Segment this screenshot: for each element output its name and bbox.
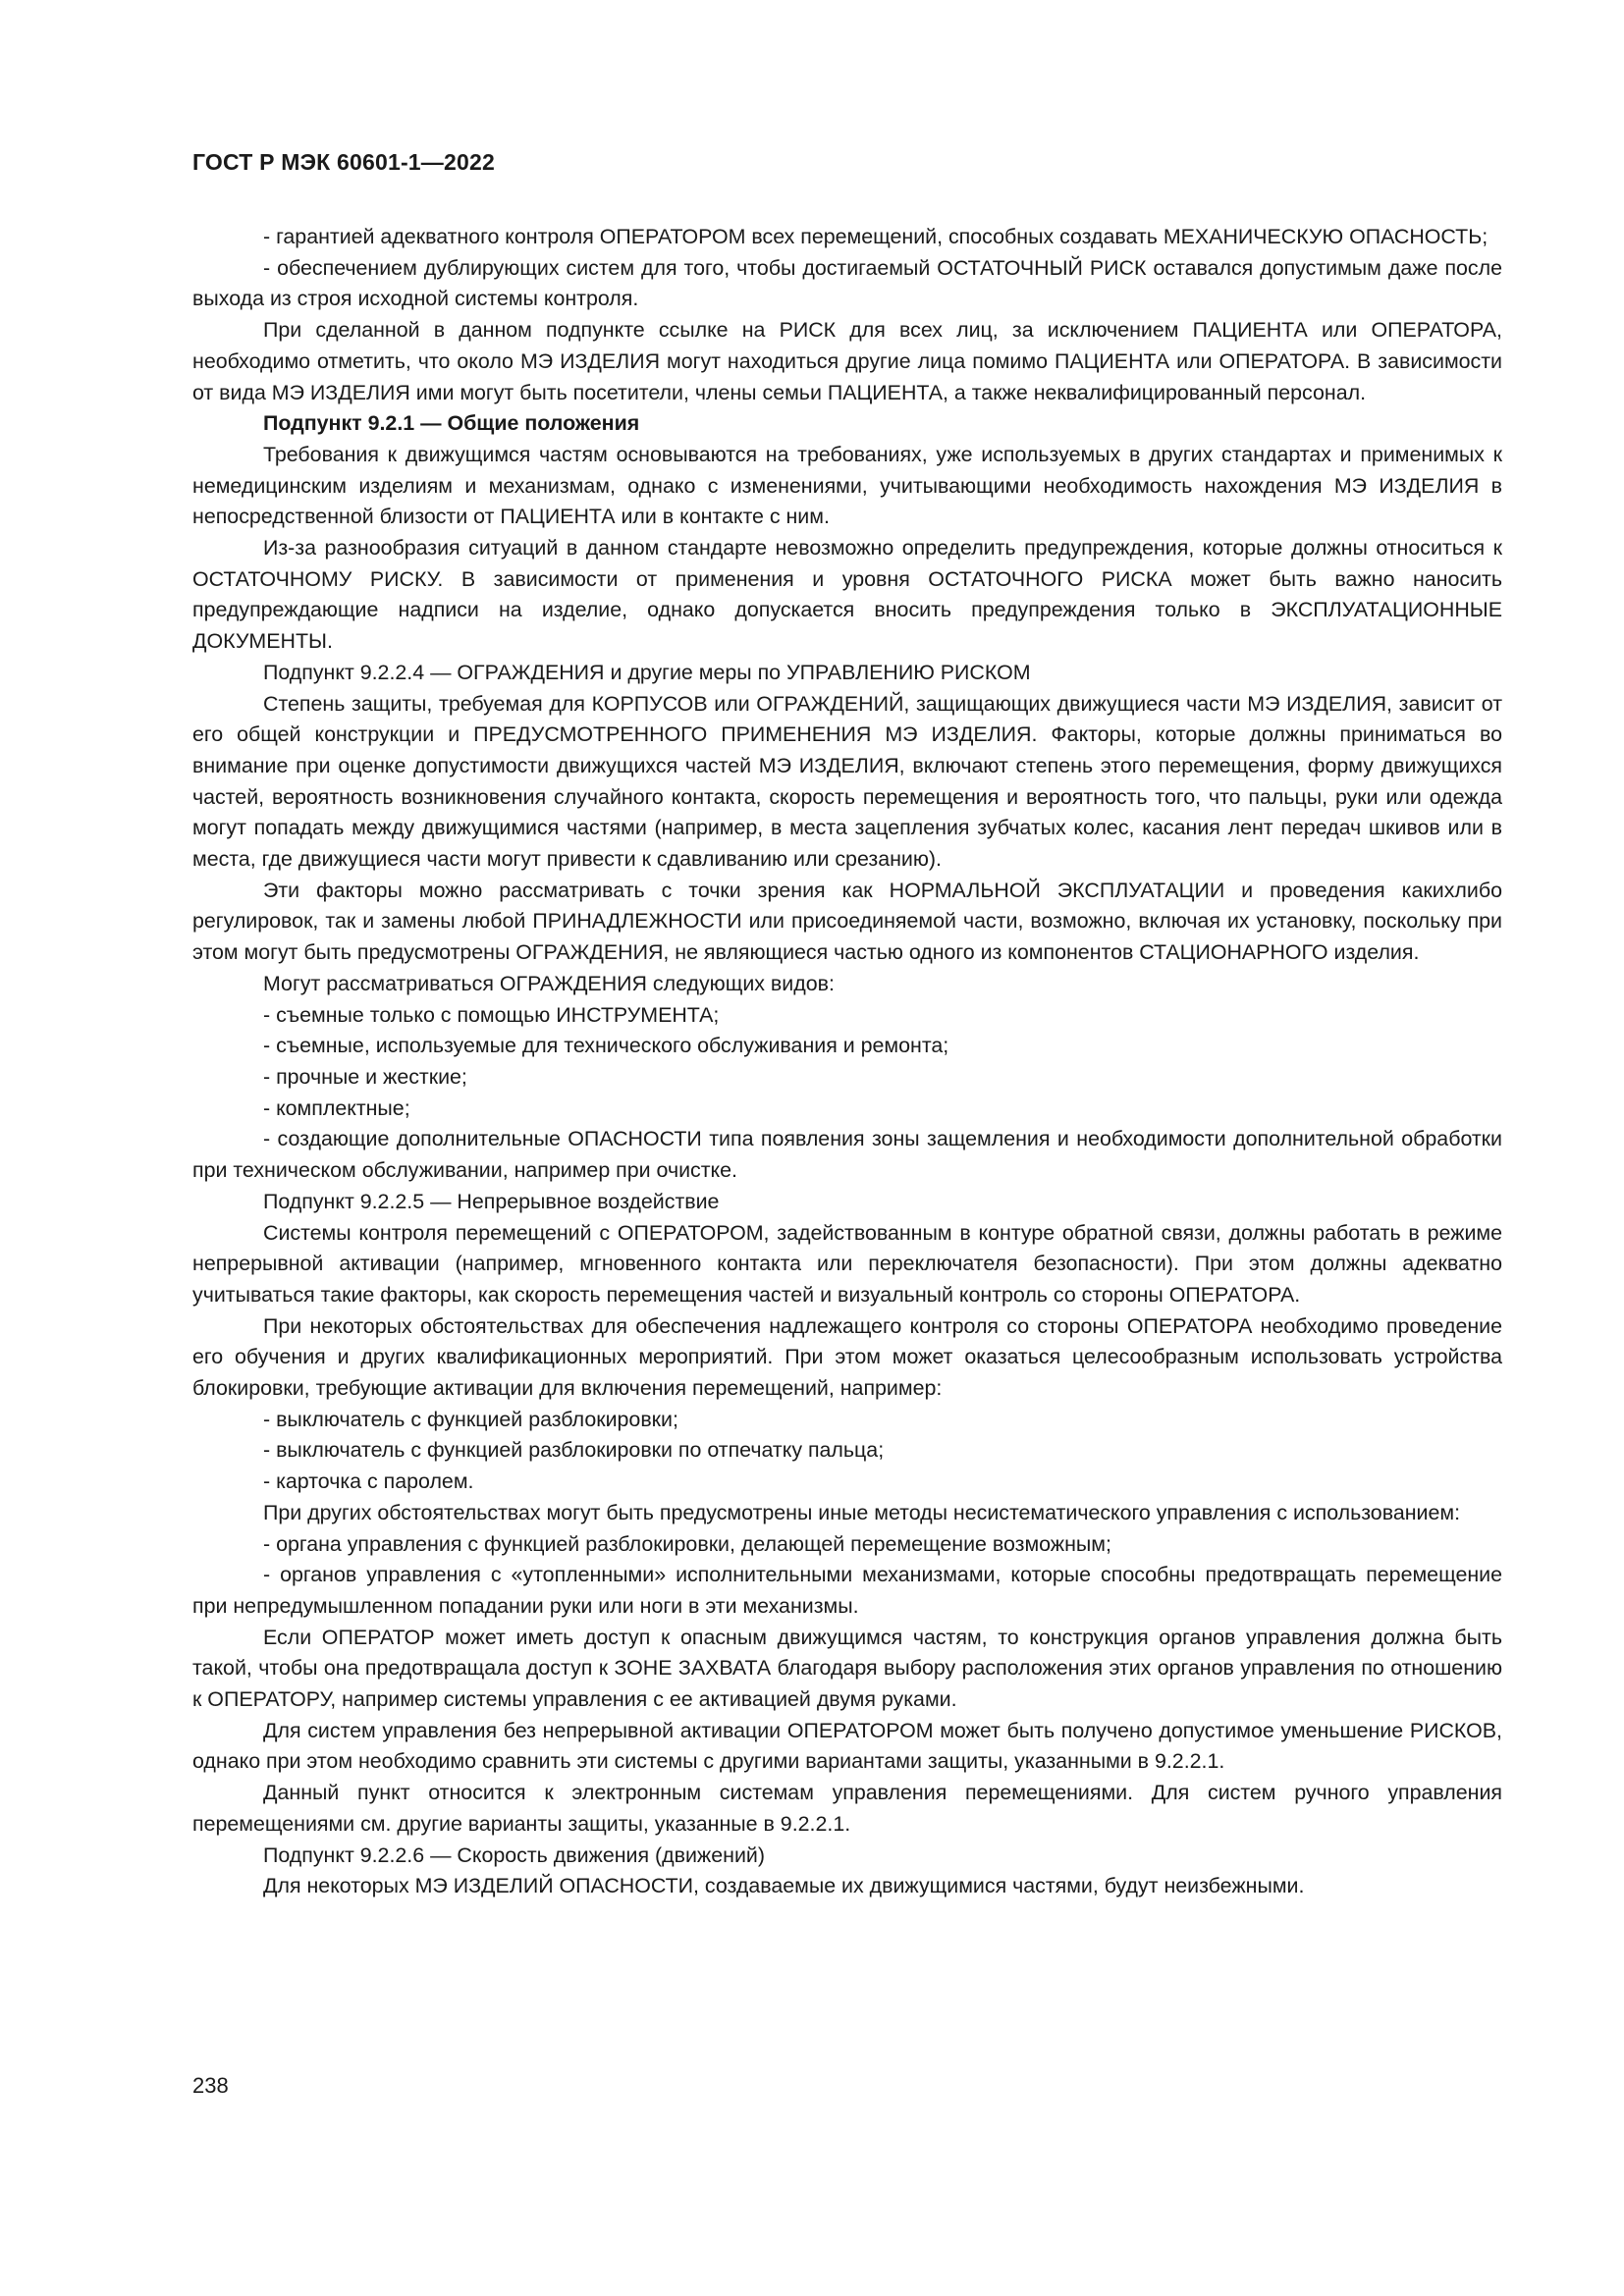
list-item-bullet: - выключатель с функцией разблокировки; [263,1407,678,1431]
body-paragraph: Из-за разнообразия ситуаций в данном стандарте невозможно определить предупреждения, которые должны относиться к ОСТАТОЧНОМУ РИСКУ. В зависимости от применения и уровня ОСТАТОЧНОГО РИСКА может быть важно наносить предупреждающие надписи на изделие, однако допускается вносить предупреждения только в ЭКСПЛУАТАЦИОННЫЕ ДОКУМЕНТЫ. [192,536,1502,654]
body-paragraph: При сделанной в данном подпункте ссылке на РИСК для всех лиц, за исключением ПАЦИЕНТА или ОПЕРАТОРА, необходимо отметить, что около МЭ ИЗДЕЛИЯ могут находиться другие лица помимо ПАЦИЕНТА или ОПЕРАТОРА. В зависимости от вида МЭ ИЗДЕЛИЯ ими могут быть посетители, члены семьи ПАЦИЕНТА, а также неквалифицированный персонал. [192,318,1502,404]
body-paragraph: Могут рассматриваться ОГРАЖДЕНИЯ следующих видов: [263,971,835,995]
subclause-heading: Подпункт 9.2.2.5 — Непрерывное воздействие [263,1189,720,1213]
list-item-bullet: - комплектные; [263,1095,410,1120]
body-paragraph: При других обстоятельствах могут быть предусмотрены иные методы несистематического управления с использованием: [263,1500,1461,1524]
subclause-heading: Подпункт 9.2.2.4 — ОГРАЖДЕНИЯ и другие меры по УПРАВЛЕНИЮ РИСКОМ [263,660,1031,684]
body-paragraph: Для некоторых МЭ ИЗДЕЛИЙ ОПАСНОСТИ, создаваемые их движущимися частями, будут неизбежными. [263,1874,1305,1898]
list-item-bullet: - карточка с паролем. [263,1469,474,1494]
document-header-title: ГОСТ Р МЭК 60601-1—2022 [192,149,495,175]
body-paragraph: Системы контроля перемещений с ОПЕРАТОРОМ, задействованным в контуре обратной связи, должны работать в режиме непрерывной активации (например, мгновенного контакта или переключателя безопасности). При этом должны адекватно учитываться такие факторы, как скорость перемещения частей и визуальный контроль со стороны ОПЕРАТОРА. [192,1220,1502,1307]
body-paragraph: Требования к движущимся частям основываются на требованиях, уже используемых в других стандартах и применимых к немедицинским изделиям и механизмам, однако с изменениями, учитывающими необходимость нахождения МЭ ИЗДЕЛИЯ в непосредственной близости от ПАЦИЕНТА или в контакте с ним. [192,442,1502,529]
list-item-bullet: - создающие дополнительные ОПАСНОСТИ типа появления зоны защемления и необходимости дополнительной обработки при техническом обслуживании, например при очистке. [192,1127,1502,1183]
page-number: 238 [192,2073,229,2098]
list-item-bullet: - обеспечением дублирующих систем для того, чтобы достигаемый ОСТАТОЧНЫЙ РИСК оставался допустимым даже после выхода из строя исходной системы контроля. [192,255,1502,311]
document-body [192,222,1502,1902]
body-paragraph: Если ОПЕРАТОР может иметь доступ к опасным движущимся частям, то конструкция органов управления должна быть такой, чтобы она предотвращала доступ к ЗОНЕ ЗАХВАТА благодаря выбору расположения этих органов управления по отношению к ОПЕРАТОРУ, например системы управления с ее активацией двумя руками. [192,1625,1502,1712]
body-paragraph: Для систем управления без непрерывной активации ОПЕРАТОРОМ может быть получено допустимое уменьшение РИСКОВ, однако при этом необходимо сравнить эти системы с другими вариантами защиты, указанными в 9.2.2.1. [192,1718,1502,1774]
body-paragraph: При некоторых обстоятельствах для обеспечения надлежащего контроля со стороны ОПЕРАТОРА необходимо проведение его обучения и других квалификационных мероприятий. При этом может оказаться целесообразным использовать устройства блокировки, требующие активации для включения перемещений, например: [192,1313,1502,1401]
body-paragraph: Эти факторы можно рассматривать с точки зрения как НОРМАЛЬНОЙ ЭКСПЛУАТАЦИИ и проведения какихлибо регулировок, так и замены любой ПРИНАДЛЕЖНОСТИ или присоединяемой части, возможно, включая их установку, поскольку при этом могут быть предусмотрены ОГРАЖДЕНИЯ, не являющиеся частью одного из компонентов СТАЦИОНАРНОГО изделия. [192,878,1502,965]
list-item-bullet: - органа управления с функцией разблокировки, делающей перемещение возможным; [263,1531,1111,1556]
body-paragraph: Степень защиты, требуемая для КОРПУСОВ или ОГРАЖДЕНИЙ, защищающих движущиеся части МЭ ИЗДЕЛИЯ, зависит от его общей конструкции и ПРЕДУСМОТРЕННОГО ПРИМЕНЕНИЯ МЭ ИЗДЕЛИЯ. Факторы, которые должны приниматься во внимание при оценке допустимости движущихся частей МЭ ИЗДЕЛИЯ, включают степень этого перемещения, форму движущихся частей, вероятность возникновения случайного контакта, скорость перемещения и вероятность того, что пальцы, руки или одежда могут попадать между движущимися частями (например, в места зацепления зубчатых колес, касания лент передач шкивов или в места, где движущиеся части могут привести к сдавливанию или срезанию). [192,691,1502,872]
list-item-bullet: - органов управления с «утопленными» исполнительными механизмами, которые способны предотвращать перемещение при непредумышленном попадании руки или ноги в эти механизмы. [192,1563,1502,1618]
subclause-heading: Подпункт 9.2.2.6 — Скорость движения (движений) [263,1842,765,1867]
list-item-bullet: - прочные и жесткие; [263,1064,467,1089]
list-item-bullet: - выключатель с функцией разблокировки по отпечатку пальца; [263,1438,885,1463]
list-item-bullet: - съемные, используемые для технического обслуживания и ремонта; [263,1034,949,1058]
subclause-heading: Подпункт 9.2.1 — Общие положения [263,411,640,436]
list-item-bullet: - гарантией адекватного контроля ОПЕРАТОРОМ всех перемещений, способных создавать МЕХАНИЧЕСКУЮ ОПАСНОСТЬ; [263,225,1489,248]
list-item-bullet: - съемные только с помощью ИНСТРУМЕНТА; [263,1002,720,1027]
body-paragraph: Данный пункт относится к электронным системам управления перемещениями. Для систем ручного управления перемещениями см. другие варианты защиты, указанные в 9.2.2.1. [192,1781,1502,1836]
